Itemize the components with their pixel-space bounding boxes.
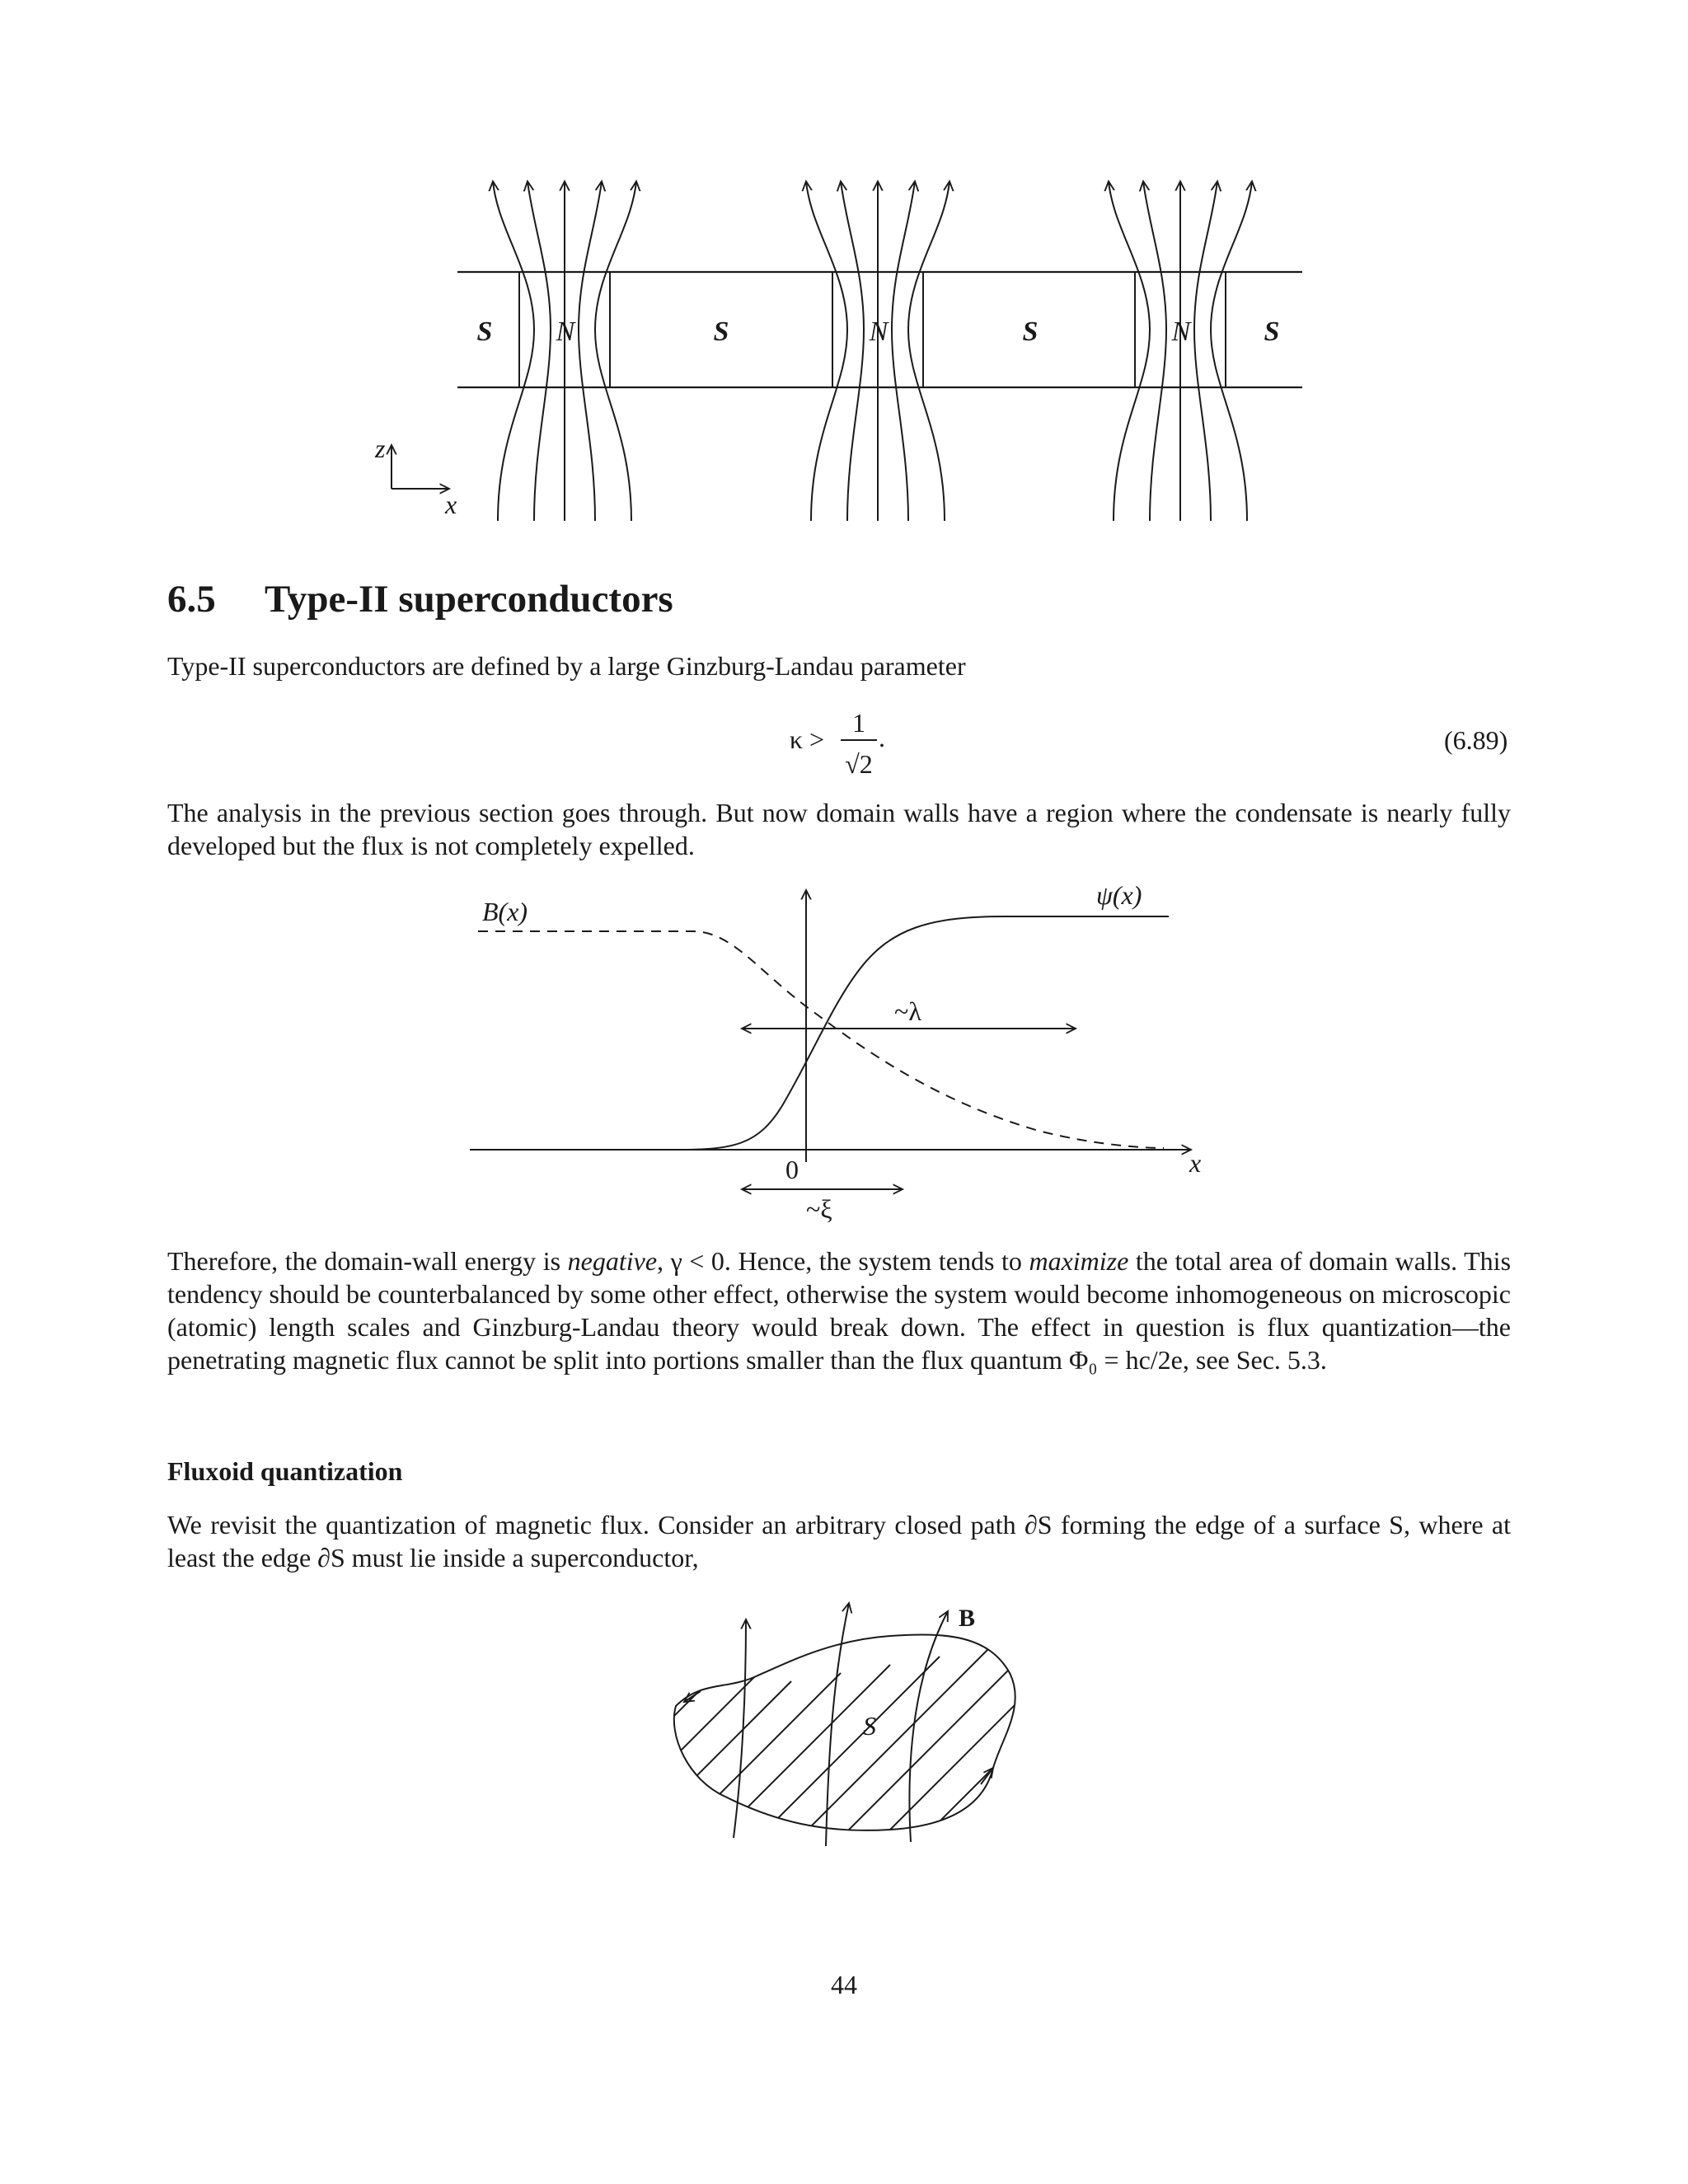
p3-text-2: , γ < 0. Hence, the system tends to xyxy=(657,1246,1029,1276)
equation-numerator: 1 xyxy=(852,708,865,738)
axes-indicator xyxy=(374,434,457,519)
p3-text-1: Therefore, the domain-wall energy is xyxy=(167,1246,568,1276)
b-field-curve xyxy=(478,931,1164,1148)
normal-domain-3 xyxy=(1109,181,1252,521)
figure-domains xyxy=(0,0,1688,544)
region-label-n2: N xyxy=(869,316,889,347)
label-xi: ~ξ xyxy=(806,1194,832,1224)
axis-label-x: x xyxy=(445,490,457,519)
section-title: Type-II superconductors xyxy=(265,578,673,621)
paragraph-intro: Type-II superconductors are defined by a large Ginzburg-Landau parameter xyxy=(167,651,966,681)
paragraph-fluxoid: We revisit the quantization of magnetic flux. Consider an arbitrary closed path ∂S forming the edge of a surface S, where at least the edge ∂S must lie inside a superconductor, xyxy=(167,1510,1511,1572)
label-surface-s: S xyxy=(863,1711,876,1741)
flux-line-3 xyxy=(909,1611,948,1842)
page-number: 44 xyxy=(831,1970,857,1999)
p3-emph-negative: negative xyxy=(567,1246,658,1276)
normal-domain-2 xyxy=(806,181,950,521)
region-label-n3: N xyxy=(1171,316,1191,347)
surface-hatching xyxy=(643,1648,1088,1846)
region-label-s4: S xyxy=(1264,316,1280,347)
equation-number: (6.89) xyxy=(1444,725,1508,755)
equation-trail: . xyxy=(879,723,885,752)
section-number: 6.5 xyxy=(167,578,216,621)
surface-boundary xyxy=(674,1634,1015,1830)
paragraph-domain-wall-energy xyxy=(167,1244,1511,1376)
region-label-s1: S xyxy=(476,316,493,347)
normal-domain-1 xyxy=(493,181,636,521)
flux-line-2 xyxy=(826,1603,849,1846)
equation-6-89 xyxy=(0,701,1688,791)
label-b-field: B xyxy=(959,1605,976,1632)
region-label-n1: N xyxy=(556,316,575,347)
p3-emph-maximize: maximize xyxy=(1029,1246,1129,1276)
axis-label-z: z xyxy=(375,434,386,463)
label-zero: 0 xyxy=(785,1155,799,1184)
section-heading xyxy=(167,577,673,621)
label-b-of-x: B(x) xyxy=(482,897,528,926)
psi-curve xyxy=(676,916,1169,1150)
equation-denominator: √2 xyxy=(845,749,873,779)
region-label-s2: S xyxy=(713,316,729,347)
p3-text-3: the total area of domain walls. This tendency should be counterbalanced by some other effect, otherwise the system would become inhomogeneous on microscopic (atomic) length scales and Ginzburg-Landau theory would break down. The effect in question is flux quantization—the penetrating magnetic flux cannot be split into portions smaller than the flux quantum Φ₀ = hc/2e, see Sec. 5.3. xyxy=(167,1246,1512,1375)
label-psi-of-x: ψ(x) xyxy=(1096,880,1142,910)
subsection-heading: Fluxoid quantization xyxy=(167,1456,403,1486)
flux-line-1 xyxy=(734,1619,746,1838)
label-lambda: ~λ xyxy=(894,996,921,1026)
region-label-s3: S xyxy=(1022,316,1039,347)
equation-lhs: κ > xyxy=(789,724,824,754)
paragraph-analysis: The analysis in the previous section goes through. But now domain walls have a region where the condensate is nearly fully developed but the flux is not completely expelled. xyxy=(167,798,1511,860)
label-x-axis: x xyxy=(1189,1148,1202,1178)
